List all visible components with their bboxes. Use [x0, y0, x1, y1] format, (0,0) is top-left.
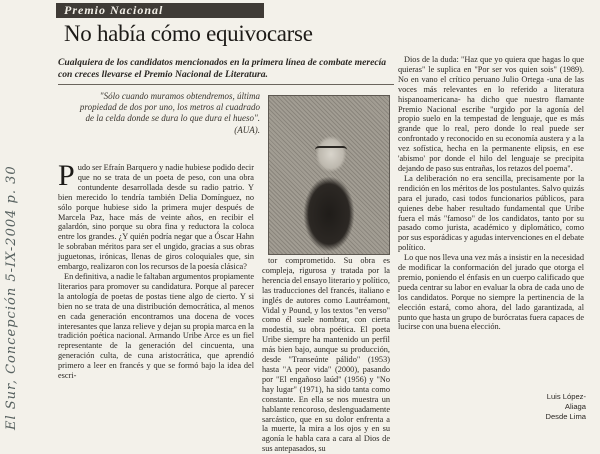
byline — [526, 392, 586, 422]
paragraph-2: En definitiva, a nadie le faltaban argumentos propiamente literarios para promover su candidatura. Porque al parecer la antología de poetas de postas tiene algo de cierto. Y si bien no se trata de una distribución democrática, al menos en cada generación encontramos una docena de voces interesantes que lanza relieve y dejan su propia marca en la tradición poética nacional. Armando Uribe Arce es un fiel representante de la generación del cincuenta, una generación culta, de cuna aristocrática, que aprendió primero a leer en francés y que se formó bajo la idea del escri- — [58, 271, 254, 381]
author-portrait-photo — [268, 95, 390, 255]
article-column-1 — [58, 159, 254, 381]
byline-place: Desde Lima — [545, 412, 586, 421]
pull-quote-cite: (AUA). — [234, 125, 260, 135]
byline-author: Luis López-Aliaga — [546, 392, 586, 411]
headline: No había cómo equivocarse — [64, 21, 313, 46]
subhead: Cualquiera de los candidatos mencionados en la primera línea de combate merecía con creces llevarse el Premio Nacional de Literatura. — [58, 57, 394, 85]
article-column-3 — [398, 55, 584, 332]
pull-quote-text: "Sólo cuando muramos obtendremos, última propiedad de dos por uno, los metros al cuadrado de la celda donde se dura lo que dura el hueso". — [79, 91, 260, 123]
pull-quote — [70, 91, 260, 136]
paragraph-1 — [58, 159, 254, 272]
paragraph-6: Lo que nos lleva una vez más a insistir en la necesidad de modificar la conformación del jurado que otorga el premio, poniendo el énfasis en un cuerpo calificado que pueda centrar su labor en evaluar la obra de cada uno de los candidatos. Porque no siempre la pertinencia de la elección estará, como ahora, del lado garantizada, al punto que hasta un grupo de burócratas fuera capaces de lucirse con una buena elección. — [398, 253, 584, 332]
paragraph-4: Dios de la duda: "Haz que yo quiera que hagas lo que quieras" le suplica en "Por ser vos quien sois" (1989). No en vano el crítico peruano Julio Ortega -una de las voces más relevantes en lo referido a literatura hispanoamericana- ha dicho que nuestro flamante Premio Nacional escribe "urgido por la agonía del propio suelo en la tempestad de lenguaje, que es más grande que lo real, pero donde lo real puede ser confrontado y reconocido en su economía austera y a la vez sofística, hecha en la permanente elipsis, en ese 'abismo' por donde el hilo del lenguaje se precipita dejando de paso sus entrañas, los retazos del poema". — [398, 55, 584, 173]
glasses-shape — [315, 146, 347, 156]
handwritten-margin-note: El Sur, Concepción 5-IX-2004 p. 30 — [4, 165, 19, 430]
article-column-2 — [262, 256, 390, 454]
paragraph-5: La deliberación no era sencilla, precisamente por la rendición en los méritos de los postulantes. Salvo quizás para el jurado, casi todos funcionarios públicos, para quienes debe haber resultado fundamental que Uribe fuera el más "famoso" de los candidatos, tanto por su pasado como jurista, académico y diplomático, como por sus esporádicas y agudas intervenciones en el debate político. — [398, 173, 584, 253]
paragraph-1-text: udo ser Efraín Barquero y nadie hubiese podido decir que no se trata de un poeta de peso, con una obra contundente desarrollada desde su radio patrio. Y bien merecido lo tendría también Delia Domínguez, no sólo porque hubiese sido la primera mujer después de Marcela Paz, hace más de veinte años, en recibir el galardón, sino porque su obra fina y reductora la coloca entre los grandes. ¿Y quién podría negar que a Óscar Hahn le sobraban méritos para ser el ungido, gracias a sus obras juguetonas, irónicas, llenas de giros coloquiales que, sin embargo, realizaron con los recursos de la poesía clásica? — [58, 163, 254, 272]
paragraph-3: tor comprometido. Su obra es compleja, rigurosa y tratada por la herencia del ensayo literario y político, las traducciones del francés, italiano e inglés de autores como Lautréamont, Vidal y Pound, y los textos "en verso" como él suele nombrar, con cierta modestia, su obra poética. El poeta Uribe siempre ha mantenido un perfil más bien bajo, aunque su producción, desde "Transeúnte pálido" (1953) hasta "A peor vida" (2000), pasando por "El engañoso laúd" (1956) y "No hay lugar" (1971), ha sido tanta como constante. En ella se nos muestra un hablante rencoroso, deslenguadamente sarcástico, que en su dolor enfrenta a la muerte, la mira a los ojos y en su agonía le habla cara a cara al Dios de sus antepasados, su — [262, 256, 390, 454]
drop-cap: P — [58, 159, 75, 192]
section-label: Premio Nacional — [56, 3, 264, 18]
